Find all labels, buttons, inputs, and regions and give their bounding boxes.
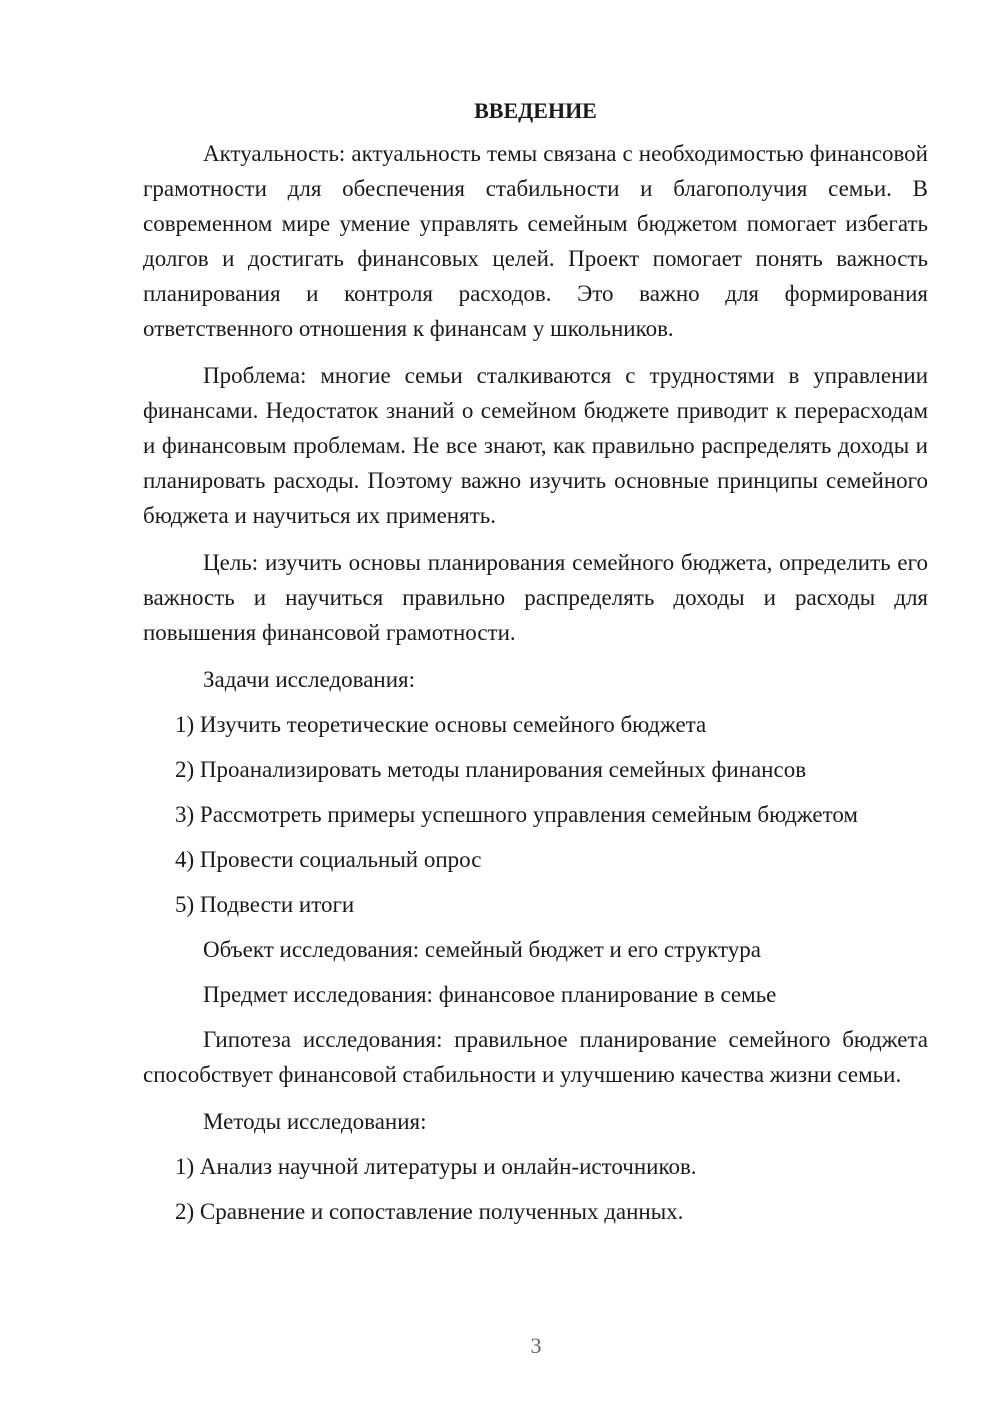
- method-item: 1) Анализ научной литературы и онлайн-источников.: [175, 1154, 697, 1179]
- method-item: 2) Сравнение и сопоставление полученных данных.: [175, 1199, 684, 1224]
- task-item: 3) Рассмотреть примеры успешного управления семейным бюджетом: [175, 802, 858, 827]
- task-item: 5) Подвести итоги: [175, 892, 355, 917]
- research-object: Объект исследования: семейный бюджет и его структура: [203, 937, 761, 962]
- tasks-heading: Задачи исследования:: [203, 667, 416, 692]
- problem-paragraph: Проблема: многие семьи сталкиваются с трудностями в управлении финансами. Недостаток знаний о семейном бюджете приводит к перерасходам и финансовым проблемам. Не все знают, как правильно распределять доходы и планировать расходы. Поэтому важно изучить основные принципы семейного бюджета и научиться их применять.: [143, 363, 928, 528]
- methods-heading: Методы исследования:: [203, 1109, 427, 1134]
- hypothesis-paragraph: Гипотеза исследования: правильное планирование семейного бюджета способствует финансовой стабильности и улучшению качества жизни семьи.: [143, 1027, 928, 1087]
- document-page: [143, 96, 928, 1239]
- relevance-paragraph: Актуальность: актуальность темы связана с необходимостью финансовой грамотности для обеспечения стабильности и благополучия семьи. В современном мире умение управлять семейным бюджетом помогает избегать долгов и достигать финансовых целей. Проект помогает понять важность планирования и контроля расходов. Это важно для формирования ответственного отношения к финансам у школьников.: [143, 141, 928, 341]
- task-item: 4) Провести социальный опрос: [175, 847, 482, 872]
- page-number: 3: [530, 1333, 542, 1358]
- research-subject: Предмет исследования: финансовое планирование в семье: [203, 982, 777, 1007]
- goal-paragraph: Цель: изучить основы планирования семейного бюджета, определить его важность и научиться правильно распределять доходы и расходы для повышения финансовой грамотности.: [143, 550, 928, 645]
- task-item: 1) Изучить теоретические основы семейного бюджета: [175, 712, 707, 737]
- section-title: ВВЕДЕНИЕ: [474, 98, 597, 123]
- task-item: 2) Проанализировать методы планирования семейных финансов: [175, 757, 807, 782]
